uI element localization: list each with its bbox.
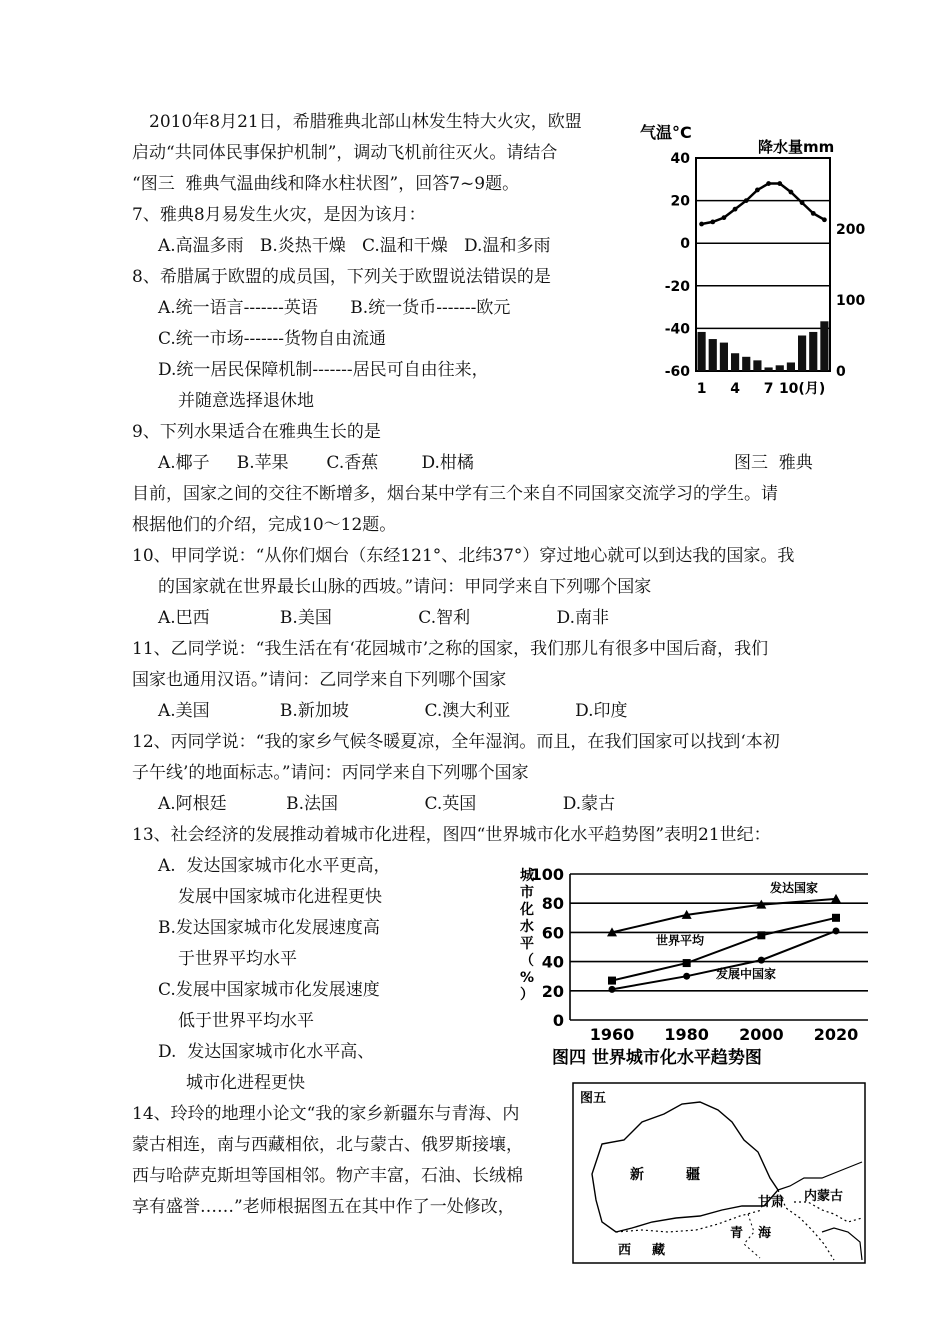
option-line: 并随意选择退休地 xyxy=(178,391,314,411)
temp-point xyxy=(822,217,827,222)
series-point xyxy=(609,986,616,993)
question-13: 13、社会经济的发展推动着城市化进程，图四“世界城市化水平趋势图”表明21世纪： xyxy=(132,825,771,845)
precip-bar xyxy=(765,367,773,371)
option-line: C.统一市场-------货物自由流通 xyxy=(158,329,387,349)
text-line: 根据他们的介绍，完成10～12题。 xyxy=(132,515,397,535)
option-line: A.美国 B.新加坡 C.澳大利亚 D.印度 xyxy=(158,701,628,721)
series-point xyxy=(833,927,840,934)
y-axis-label-char: 水 xyxy=(520,919,534,935)
option-line: A.高温多雨 B.炎热干燥 C.温和干燥 D.温和多雨 xyxy=(158,236,551,256)
series-point xyxy=(757,931,765,939)
y-tick-label: 20 xyxy=(541,981,564,1001)
text-line: 目前，国家之间的交往不断增多，烟台某中学有三个来自不同国家交流学习的学生。请 xyxy=(132,484,778,504)
option-line: A.阿根廷 B.法国 C.英国 D.蒙古 xyxy=(158,794,616,814)
x-tick-label: 2000 xyxy=(739,1025,784,1044)
text-line: 2010年8月21日，希腊雅典北部山林发生特大火灾，欧盟 xyxy=(132,112,582,132)
y-axis-label-char: 化 xyxy=(520,902,534,918)
month-tick-label: 1 xyxy=(696,381,707,397)
map-title: 图五 xyxy=(580,1091,607,1106)
precip-bar xyxy=(709,339,717,371)
temp-point xyxy=(733,207,738,212)
series-point xyxy=(608,977,616,985)
map-label: 青 xyxy=(730,1226,744,1241)
precip-bar xyxy=(798,336,806,372)
option-line: 城市化进程更快 xyxy=(186,1073,305,1093)
series-point xyxy=(683,973,690,980)
temp-tick-label: 20 xyxy=(670,193,690,210)
precip-bar xyxy=(731,353,739,371)
x-tick-label: 2020 xyxy=(813,1025,859,1044)
xinjiang-map xyxy=(572,1082,866,1264)
temperature-curve xyxy=(702,184,825,224)
y-axis-label-char: （ xyxy=(520,953,534,969)
temp-point xyxy=(755,188,760,193)
text-line: 蒙古相连，南与西藏相依，北与蒙古、俄罗斯接壤， xyxy=(132,1135,523,1155)
option-line: A.统一语言-------英语 B.统一货币-------欧元 xyxy=(158,298,511,318)
option-line: 发展中国家城市化进程更快 xyxy=(178,887,382,907)
y-tick-label: 60 xyxy=(541,923,564,943)
temp-tick-label: 40 xyxy=(670,151,690,167)
precip-bar xyxy=(820,321,828,371)
y-axis-label-char: ） xyxy=(520,987,534,1003)
precip-bar xyxy=(776,365,784,371)
map-label: 藏 xyxy=(652,1243,666,1258)
month-tick-label: 10(月) xyxy=(778,381,826,397)
precip-bar xyxy=(787,362,795,371)
text-line: 启动“共同体民事保护机制”，调动飞机前往灭火。请结合 xyxy=(132,143,558,163)
map-label: 内蒙古 xyxy=(804,1189,844,1204)
temp-axis-label: 气温°C xyxy=(640,123,692,142)
series-point xyxy=(758,957,765,964)
question-14: 14、玲玲的地理小论文“我的家乡新疆东与青海、内 xyxy=(132,1104,520,1124)
y-axis-label-char: 平 xyxy=(520,936,534,952)
series-label: 发达国家 xyxy=(770,880,819,895)
question-11: 11、乙同学说：“我生活在有‘花园城市’之称的国家，我们那儿有很多中国后裔，我们 xyxy=(132,639,769,659)
map-label: 西 xyxy=(618,1243,632,1258)
x-tick-label: 1980 xyxy=(664,1025,709,1044)
temp-point xyxy=(766,181,771,186)
figure-3-caption: 图三 雅典 xyxy=(734,453,813,473)
option-line: A.巴西 B.美国 C.智利 D.南非 xyxy=(158,608,609,628)
option-line: 低于世界平均水平 xyxy=(178,1011,314,1031)
option-line: C.发展中国家城市化发展速度 xyxy=(158,980,380,1000)
precip-axis-label: 降水量mm xyxy=(758,138,835,156)
text-line: 的国家就在世界最长山脉的西坡。”请问：甲同学来自下列哪个国家 xyxy=(158,577,652,597)
map-label: 疆 xyxy=(686,1167,700,1183)
y-axis-label xyxy=(519,867,535,1003)
question-7: 7、雅典8月易发生火灾，是因为该月： xyxy=(132,205,426,225)
y-axis-label-char: 城 xyxy=(520,868,534,884)
y-tick-label: 80 xyxy=(541,894,564,914)
chart-title: 图四 世界城市化水平趋势图 xyxy=(552,1048,762,1068)
y-tick-label: 100 xyxy=(530,865,564,884)
option-line: D. 发达国家城市化水平高、 xyxy=(158,1042,375,1062)
temp-point xyxy=(811,211,816,216)
y-axis-label-char: % xyxy=(520,970,535,986)
precip-bar xyxy=(809,332,817,371)
temp-tick-label: -60 xyxy=(664,364,690,380)
question-8: 8、希腊属于欧盟的成员国，下列关于欧盟说法错误的是 xyxy=(132,267,551,287)
temp-point xyxy=(800,200,805,205)
series-label: 世界平均 xyxy=(656,933,705,948)
option-line: 于世界平均水平 xyxy=(178,949,297,969)
temp-tick-label: -40 xyxy=(664,321,690,338)
temp-point xyxy=(744,198,749,203)
urbanization-chart xyxy=(506,860,878,1070)
y-tick-label: 40 xyxy=(541,952,564,972)
option-line: A. 发达国家城市化水平更高， xyxy=(158,856,391,876)
temp-point xyxy=(699,222,704,227)
text-line: 享有盛誉……”老师根据图五在其中作了一处修改， xyxy=(132,1197,515,1217)
temp-tick-label: 0 xyxy=(680,236,690,253)
text-line: 西与哈萨克斯坦等国相邻。物产丰富，石油、长绒棉 xyxy=(132,1166,523,1186)
precip-tick-label: 0 xyxy=(836,364,846,380)
temp-point xyxy=(789,190,794,195)
question-10: 10、甲同学说：“从你们烟台（东经121°、北纬37°）穿过地心就可以到达我的国家。我 xyxy=(132,546,795,566)
precip-bar xyxy=(742,357,750,371)
precip-bar xyxy=(753,360,761,371)
option-line: A.椰子 B.苹果 C.香蕉 D.柑橘 xyxy=(158,453,474,473)
climate-chart xyxy=(638,112,866,404)
map-label: 甘肃 xyxy=(758,1195,785,1210)
question-9: 9、下列水果适合在雅典生长的是 xyxy=(132,422,381,442)
temp-point xyxy=(710,220,715,225)
text-line: 子午线’的地面标志。”请问：丙同学来自下列哪个国家 xyxy=(132,763,529,783)
y-axis-label-char: 市 xyxy=(520,885,534,901)
text-line: 国家也通用汉语。”请问：乙同学来自下列哪个国家 xyxy=(132,670,507,690)
temp-point xyxy=(722,215,727,220)
series-point xyxy=(832,914,840,922)
precip-bar xyxy=(720,343,728,371)
map-label: 新 xyxy=(630,1167,644,1183)
map-label: 海 xyxy=(758,1226,772,1241)
question-12: 12、丙同学说：“我的家乡气候冬暖夏凉，全年湿润。而且，在我们国家可以找到‘本初 xyxy=(132,732,780,752)
option-line: D.统一居民保障机制-------居民可自由往来， xyxy=(158,360,489,380)
temp-tick-label: -20 xyxy=(664,278,690,295)
x-tick-label: 1960 xyxy=(589,1025,635,1044)
month-tick-label: 4 xyxy=(730,381,740,397)
precip-tick-label: 200 xyxy=(836,222,866,238)
precip-tick-label: 100 xyxy=(836,293,866,309)
text-line: “图三 雅典气温曲线和降水柱状图”，回答7~9题。 xyxy=(132,174,520,194)
series-point xyxy=(683,959,691,967)
option-line: B.发达国家城市化发展速度高 xyxy=(158,918,380,938)
precip-bar xyxy=(698,332,706,371)
y-tick-label: 0 xyxy=(552,1011,564,1030)
series-label: 发展中国家 xyxy=(716,967,777,982)
month-tick-label: 7 xyxy=(763,381,774,397)
temp-point xyxy=(777,181,782,186)
